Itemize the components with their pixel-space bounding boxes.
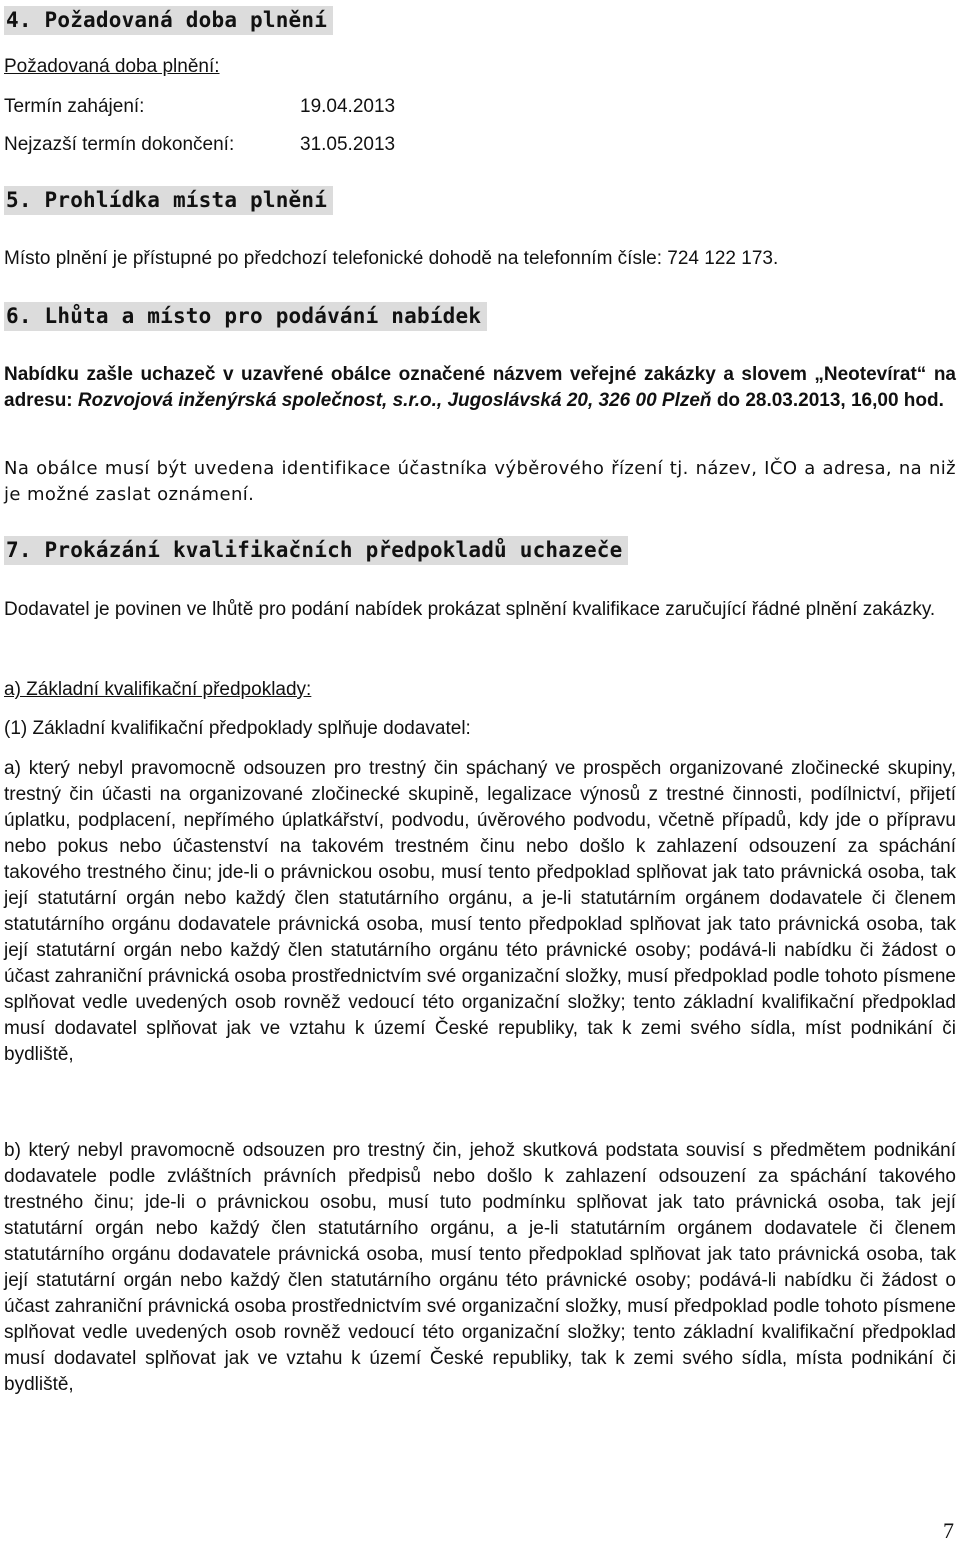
section-4-subheading: Požadovaná doba plnění:: [4, 56, 220, 77]
submission-deadline: do 28.03.2013, 16,00 hod.: [711, 390, 944, 411]
qualification-item-b: b) který nebyl pravomocně odsouzen pro trestný čin, jehož skutková podstata souvisí s předmětem podnikání dodavatele podle zvláštních právních předpisů nebo došlo k zahlazení odsouzení za spáchání takového trestného činu; jde-li o právnickou osobu, musí tuto podmínku splňovat jak tato právnická osoba, tak její statutární orgán nebo každý člen statutárního orgánu, a je-li statutárním orgánem dodavatele či členem statutárního orgánu dodavatele právnická osoba, musí tento předpoklad splňovat jak tato právnická osoba, tak její statutární orgán nebo každý člen statutárního orgánu této právnické osoby; podává-li nabídku či žádost o účast zahraniční právnická osoba prostřednictvím své organizační složky, musí předpoklad podle tohoto písmene splňovat vedle uvedených osob rovněž vedoucí této organizační složky; tento základní kvalifikační předpoklad musí dodavatel splňovat jak ve vztahu k území České republiky, tak k zemi svého sídla, místa podnikání či bydliště,: [4, 1140, 956, 1395]
section-7-heading: 7. Prokázání kvalifikačních předpokladů uchazeče: [4, 536, 628, 565]
basic-qualification-intro: (1) Základní kvalifikační předpoklady splňuje dodavatel:: [4, 718, 471, 739]
submission-text: Nabídku zašle uchazeč v uzavřené obálce označené názvem veřejné zakázky a slovem „Neotevírat“ na adresu:: [4, 364, 956, 411]
page-number: 7: [943, 1518, 954, 1543]
section-6-paragraph-1: [4, 362, 956, 414]
section-7-paragraph-1: Dodavatel je povinen ve lhůtě pro podání nabídek prokázat splnění kvalifikace zaručující řádné plnění zakázky.: [4, 599, 936, 620]
end-date-label: Nejzazší termín dokončení:: [4, 134, 235, 155]
start-date-label: Termín zahájení:: [4, 96, 145, 117]
section-6: [4, 302, 487, 331]
end-date-value: 31.05.2013: [300, 134, 396, 155]
section-4-heading: 4. Požadovaná doba plnění: [4, 6, 333, 35]
start-date-row: [4, 94, 395, 120]
submission-address: Rozvojová inženýrská společnost, s.r.o., Jugoslávská 20, 326 00 Plzeň: [77, 390, 712, 411]
section-5: [4, 186, 333, 215]
section-5-heading: 5. Prohlídka místa plnění: [4, 186, 333, 215]
section-7: [4, 536, 628, 565]
qualification-item-a: a) který nebyl pravomocně odsouzen pro trestný čin spáchaný ve prospěch organizované zločinecké skupiny, trestný čin účasti na organizované zločinecké skupině, legalizace výnosů z trestné činnosti, podílnictví, přijetí úplatku, podplacení, nepřímého úplatkářství, podvodu, úvěrového podvodu, včetně případů, kdy jde o přípravu nebo pokus nebo účastenství na takovém trestném činu nebo došlo k zahlazení odsouzení za spáchání takového trestného činu; jde-li o právnickou osobu, musí tento předpoklad splňovat jak tato právnická osoba, tak její statutární orgán nebo každý člen statutárního orgánu, a je-li statutárním orgánem dodavatele či členem statutárního orgánu dodavatele právnická osoba, musí tento předpoklad splňovat jak tato právnická osoba, tak její statutární orgán nebo každý člen statutárního orgánu této právnické osoby; podává-li nabídku či žádost o účast zahraniční právnická osoba prostřednictvím své organizační složky, musí předpoklad podle tohoto písmene splňovat vedle uvedených osob rovněž vedoucí této organizační složky; tento základní kvalifikační předpoklad musí dodavatel splňovat jak ve vztahu k území České republiky, tak k zemi svého sídla, míst podnikání či bydliště,: [4, 758, 956, 1065]
section-5-text: Místo plnění je přístupné po předchozí telefonické dohodě na telefonním čísle: 724 122 173.: [4, 248, 779, 269]
basic-qualification-heading: a) Základní kvalifikační předpoklady:: [4, 679, 312, 700]
end-date-row: [4, 132, 395, 158]
section-4: [4, 6, 333, 35]
section-6-paragraph-2: Na obálce musí být uvedena identifikace účastníka výběrového řízení tj. název, IČO a adresa, na niž je možné zaslat oznámení.: [4, 458, 956, 505]
section-6-heading: 6. Lhůta a místo pro podávání nabídek: [4, 302, 487, 331]
start-date-value: 19.04.2013: [300, 96, 396, 117]
